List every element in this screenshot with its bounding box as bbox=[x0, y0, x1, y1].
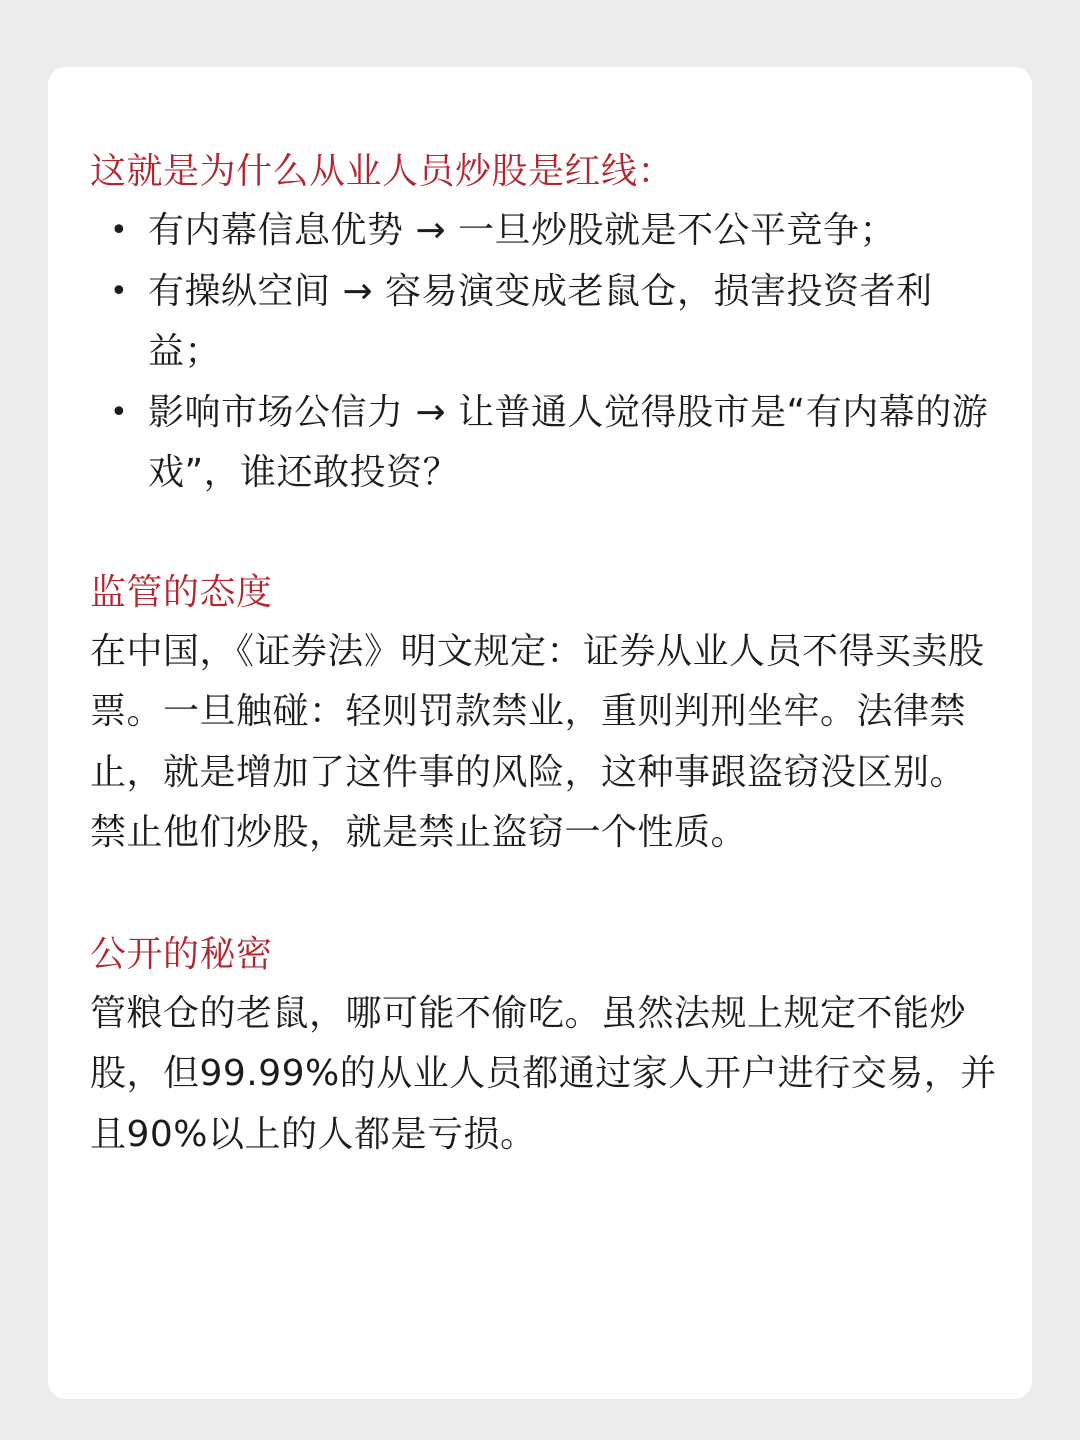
section-heading-open-secret: 公开的秘密 bbox=[90, 933, 273, 975]
list-item-text: 有内幕信息优势 → 一旦炒股就是不公平竞争； bbox=[148, 210, 897, 251]
list-item-text: 影响市场公信力 → 让普通人觉得股市是“有内幕的游戏”，谁还敢投资？ bbox=[148, 391, 989, 493]
section-heading-regulation: 监管的态度 bbox=[90, 571, 273, 613]
section-heading-red-line: 这就是为什么从业人员炒股是红线： bbox=[90, 151, 675, 192]
open-secret-paragraph: 管粮仓的老鼠，哪可能不偷吃。虽然法规上规定不能炒股，但99.99%的从业人员都通过家人开户进行交易，并且90%以上的人都是亏损。 bbox=[90, 992, 997, 1155]
list-item bbox=[90, 262, 1000, 383]
bullet-icon: • bbox=[110, 273, 129, 309]
red-line-reasons-list bbox=[90, 201, 1000, 504]
bullet-icon: • bbox=[110, 394, 129, 430]
list-item bbox=[90, 383, 1000, 504]
section-spacer bbox=[90, 504, 1000, 564]
article-content bbox=[90, 143, 1000, 1165]
regulation-paragraph: 在中国，《证券法》明文规定：证券从业人员不得买卖股票。一旦触碰：轻则罚款禁业，重则判刑坐牢。法律禁止，就是增加了这件事的风险，这种事跟盗窃没区别。禁止他们炒股，就是禁止盗窃一个性质。 bbox=[90, 630, 985, 853]
list-item bbox=[90, 201, 1000, 262]
content-card bbox=[48, 67, 1032, 1399]
list-item-text: 有操纵空间 → 容易演变成老鼠仓，损害投资者利益； bbox=[148, 270, 933, 372]
section-spacer bbox=[90, 864, 1000, 926]
bullet-icon: • bbox=[110, 213, 129, 248]
